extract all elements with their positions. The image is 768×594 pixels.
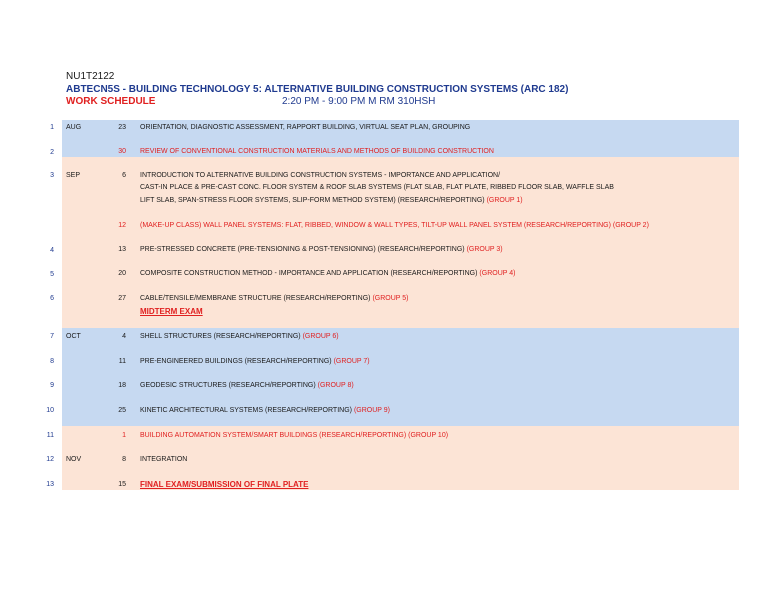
row-topic: REVIEW OF CONVENTIONAL CONSTRUCTION MATERIALS AND METHODS OF BUILDING CONSTRUCTION bbox=[140, 148, 494, 155]
row-day: 20 bbox=[118, 270, 126, 277]
row-day: 30 bbox=[118, 148, 126, 155]
row-day: 13 bbox=[118, 246, 126, 253]
row-topic: KINETIC ARCHITECTURAL SYSTEMS (RESEARCH/REPORTING) (GROUP 9) bbox=[140, 407, 390, 414]
course-title: ABTECN5S - BUILDING TECHNOLOGY 5: ALTERNATIVE BUILDING CONSTRUCTION SYSTEMS (ARC 182) bbox=[66, 84, 569, 95]
row-number: 9 bbox=[50, 382, 54, 389]
row-topic: SHELL STRUCTURES (RESEARCH/REPORTING) (GROUP 6) bbox=[140, 333, 339, 340]
row-topic: PRE-ENGINEERED BUILDINGS (RESEARCH/REPORTING) (GROUP 7) bbox=[140, 358, 370, 365]
group-tag: (GROUP 3) bbox=[466, 246, 503, 253]
group-tag: (GROUP 4) bbox=[479, 270, 516, 277]
band-sep bbox=[62, 157, 739, 328]
midterm-exam-label: MIDTERM EXAM bbox=[140, 307, 203, 316]
group-tag: (GROUP 5) bbox=[372, 295, 409, 302]
row-topic-line: CAST-IN PLACE & PRE-CAST CONC. FLOOR SYSTEM & ROOF SLAB SYSTEMS (FLAT SLAB, FLAT PLATE, RIBBED FLOOR SLAB, WAFFLE SLAB bbox=[140, 184, 614, 191]
row-number: 6 bbox=[50, 295, 54, 302]
row-day: 18 bbox=[118, 382, 126, 389]
row-day: 11 bbox=[118, 358, 126, 365]
row-number: 7 bbox=[50, 333, 54, 340]
row-day: 27 bbox=[118, 295, 126, 302]
group-tag: (GROUP 7) bbox=[333, 358, 370, 365]
row-day: 1 bbox=[122, 432, 126, 439]
row-topic: GEODESIC STRUCTURES (RESEARCH/REPORTING) (GROUP 8) bbox=[140, 382, 354, 389]
row-day: 12 bbox=[118, 222, 126, 229]
row-number: 13 bbox=[46, 481, 54, 488]
row-topic: ORIENTATION, DIAGNOSTIC ASSESSMENT, RAPPORT BUILDING, VIRTUAL SEAT PLAN, GROUPING bbox=[140, 124, 471, 131]
time-room: 2:20 PM - 9:00 PM M RM 310HSH bbox=[282, 96, 436, 107]
row-number: 2 bbox=[50, 149, 54, 156]
row-day: 8 bbox=[122, 456, 126, 463]
row-month: SEP bbox=[66, 172, 81, 179]
course-code: NU1T2122 bbox=[66, 71, 115, 82]
group-tag: (GROUP 1) bbox=[486, 197, 523, 204]
row-number: 12 bbox=[46, 456, 54, 463]
row-number: 4 bbox=[50, 247, 54, 254]
row-topic: BUILDING AUTOMATION SYSTEM/SMART BUILDINGS (RESEARCH/REPORTING) (GROUP 10) bbox=[140, 432, 449, 439]
row-day: 6 bbox=[122, 172, 126, 179]
row-number: 11 bbox=[46, 432, 54, 439]
group-tag: (GROUP 9) bbox=[353, 407, 390, 414]
work-schedule-label: WORK SCHEDULE bbox=[66, 96, 156, 107]
row-topic-line: INTRODUCTION TO ALTERNATIVE BUILDING CONSTRUCTION SYSTEMS - IMPORTANCE AND APPLICATION/ bbox=[140, 172, 501, 179]
group-tag: (GROUP 6) bbox=[302, 333, 339, 340]
row-number: 8 bbox=[50, 358, 54, 365]
row-topic-line: LIFT SLAB, SPAN-STRESS FLOOR SYSTEMS, SLIP-FORM METHOD SYSTEM) (RESEARCH/REPORTING) (GROUP 1) bbox=[140, 197, 523, 204]
row-topic: COMPOSITE CONSTRUCTION METHOD - IMPORTANCE AND APPLICATION (RESEARCH/REPORTING) (GROUP 4) bbox=[140, 270, 516, 277]
row-month: NOV bbox=[66, 456, 82, 463]
row-month: OCT bbox=[66, 333, 81, 340]
row-topic: INTEGRATION bbox=[140, 456, 188, 463]
group-tag: (GROUP 8) bbox=[317, 382, 354, 389]
row-day: 23 bbox=[118, 124, 126, 131]
row-number: 5 bbox=[50, 271, 54, 278]
row-month: AUG bbox=[66, 124, 82, 131]
row-topic: CABLE/TENSILE/MEMBRANE STRUCTURE (RESEARCH/REPORTING) (GROUP 5) bbox=[140, 295, 409, 302]
row-topic: PRE-STRESSED CONCRETE (PRE-TENSIONING & POST-TENSIONING) (RESEARCH/REPORTING) (GROUP 3) bbox=[140, 246, 503, 253]
row-number: 1 bbox=[50, 124, 54, 131]
row-day: 15 bbox=[118, 481, 126, 488]
row-day: 25 bbox=[118, 407, 126, 414]
row-number: 10 bbox=[46, 407, 54, 414]
row-day: 4 bbox=[122, 333, 126, 340]
row-number: 3 bbox=[50, 172, 54, 179]
final-exam-label: FINAL EXAM/SUBMISSION OF FINAL PLATE bbox=[140, 480, 309, 489]
row-topic: (MAKE-UP CLASS) WALL PANEL SYSTEMS: FLAT, RIBBED, WINDOW & WALL TYPES, TILT-UP WALL PANEL SYSTEM (RESEARCH/REPORTING) (GROUP 2) bbox=[140, 222, 649, 229]
